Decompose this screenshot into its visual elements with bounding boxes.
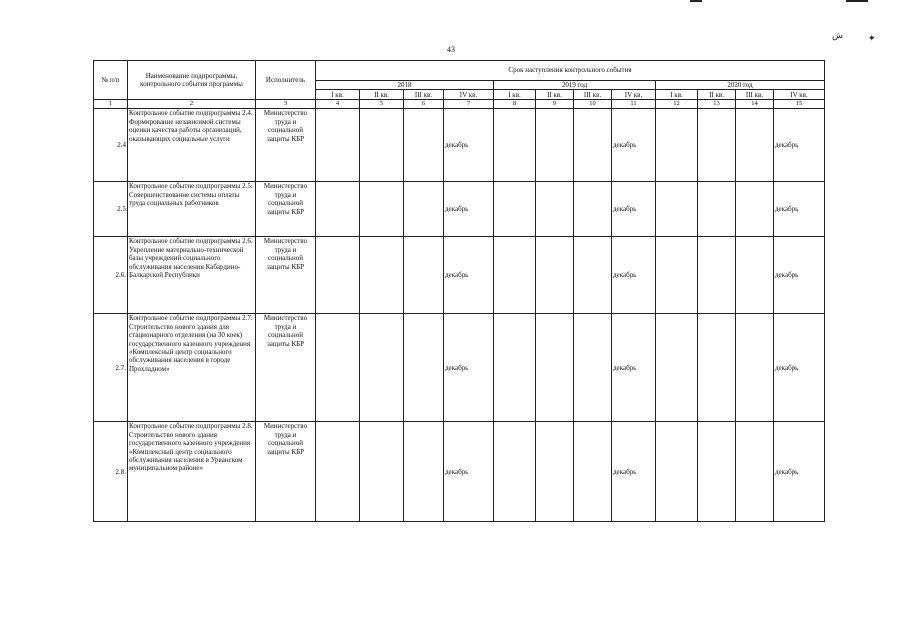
table-row (94, 237, 825, 314)
header-quarter: III кв. (574, 90, 612, 100)
quarter-cell (698, 314, 736, 422)
header-term: Срок наступления контрольного события (316, 61, 825, 81)
table-header (94, 61, 825, 109)
quarter-cell (656, 237, 698, 314)
quarter-cell (656, 422, 698, 522)
row-number: 2.5 (94, 182, 128, 237)
executor: Министерство труда и социальной защиты КБР (256, 422, 316, 522)
quarter-cell (698, 182, 736, 237)
quarter-cell (574, 422, 612, 522)
quarter-cell (316, 314, 360, 422)
header-name: Наименование подпрограммы, контрольного события программы (128, 61, 256, 100)
quarter-cell (574, 237, 612, 314)
control-events-table (93, 60, 825, 522)
column-number: 6 (404, 100, 444, 109)
executor: Министерство труда и социальной защиты КБР (256, 237, 316, 314)
quarter-cell (536, 314, 574, 422)
quarter-cell (360, 314, 404, 422)
header-quarter: III кв. (404, 90, 444, 100)
executor: Министерство труда и социальной защиты КБР (256, 109, 316, 182)
column-number: 11 (612, 100, 656, 109)
header-quarter: II кв. (360, 90, 404, 100)
column-number: 15 (774, 100, 825, 109)
quarter-cell (360, 237, 404, 314)
header-quarter: I кв. (656, 90, 698, 100)
quarter-cell (316, 237, 360, 314)
column-number: 9 (536, 100, 574, 109)
header-quarter: IV кв. (612, 90, 656, 100)
column-number: 10 (574, 100, 612, 109)
table-row (94, 314, 825, 422)
table-row (94, 109, 825, 182)
quarter-cell (574, 314, 612, 422)
column-number: 5 (360, 100, 404, 109)
quarter-cell (656, 109, 698, 182)
quarter-cell (656, 182, 698, 237)
quarter-cell (404, 109, 444, 182)
executor: Министерство труда и социальной защиты КБР (256, 314, 316, 422)
executor: Министерство труда и социальной защиты КБР (256, 182, 316, 237)
quarter-cell (656, 314, 698, 422)
quarter-cell (404, 237, 444, 314)
header-year-2019: 2019 год (494, 81, 656, 90)
quarter-cell (698, 109, 736, 182)
event-name: Контрольное событие подпрограммы 2.4. Формирование независимой системы оценки качества работы организаций, оказывающих социальные услуги (128, 109, 256, 182)
quarter-cell: декабрь (612, 182, 656, 237)
quarter-cell (736, 109, 774, 182)
column-number: 2 (128, 100, 256, 109)
quarter-cell (494, 237, 536, 314)
quarter-cell (698, 422, 736, 522)
event-name: Контрольное событие подпрограммы 2.6. Укрепление материально-технической базы учреждений социального обслуживания населения Кабардино-Балкарской Республики (128, 237, 256, 314)
event-name: Контрольное событие подпрограммы 2.5. Совершенствование системы оплаты труда социальных работников (128, 182, 256, 237)
row-number: 2.8. (94, 422, 128, 522)
header-quarter: IV кв. (774, 90, 825, 100)
quarter-cell (360, 182, 404, 237)
quarter-cell (316, 182, 360, 237)
event-name: Контрольное событие подпрограммы 2.8. Строительство нового здания государственного казенного учреждения «Комплексный центр социального обслуживания населения в Урванском муниципальном районе» (128, 422, 256, 522)
scan-mark (690, 0, 702, 2)
quarter-cell: декабрь (774, 314, 825, 422)
column-number: 13 (698, 100, 736, 109)
quarter-cell (316, 109, 360, 182)
quarter-cell (736, 237, 774, 314)
quarter-cell (360, 109, 404, 182)
header-quarter: III кв. (736, 90, 774, 100)
header-quarter: II кв. (536, 90, 574, 100)
header-num: № п/п (94, 61, 128, 100)
table-row (94, 182, 825, 237)
event-name: Контрольное событие подпрограммы 2.7. Строительство нового здания для стационарного отделения (на 30 коек) государственного казенного учреждения «Комплексный центр социального обслуживания населения в городе Прохладном» (128, 314, 256, 422)
quarter-cell (536, 422, 574, 522)
page-number: 43 (447, 45, 455, 54)
quarter-cell (404, 182, 444, 237)
quarter-cell (494, 422, 536, 522)
column-number: 8 (494, 100, 536, 109)
quarter-cell (736, 182, 774, 237)
quarter-cell: декабрь (444, 109, 494, 182)
quarter-cell: декабрь (612, 109, 656, 182)
header-year-2020: 2020 год (656, 81, 825, 90)
quarter-cell: декабрь (774, 109, 825, 182)
quarter-cell (360, 422, 404, 522)
header-quarter: II кв. (698, 90, 736, 100)
quarter-cell (698, 237, 736, 314)
header-year-2018: 2018 (316, 81, 494, 90)
quarter-cell (536, 109, 574, 182)
quarter-cell (536, 182, 574, 237)
row-number: 2.7. (94, 314, 128, 422)
quarter-cell: декабрь (444, 314, 494, 422)
quarter-cell (536, 237, 574, 314)
quarter-cell (574, 109, 612, 182)
column-number: 12 (656, 100, 698, 109)
column-number: 4 (316, 100, 360, 109)
quarter-cell (736, 314, 774, 422)
column-number: 3 (256, 100, 316, 109)
row-number: 2.6. (94, 237, 128, 314)
quarter-cell: декабрь (612, 422, 656, 522)
quarter-cell: декабрь (774, 182, 825, 237)
scan-speck: ش (832, 30, 843, 40)
quarter-cell (494, 314, 536, 422)
quarter-cell: декабрь (774, 237, 825, 314)
header-quarter: I кв. (316, 90, 360, 100)
header-quarter: I кв. (494, 90, 536, 100)
column-number: 14 (736, 100, 774, 109)
quarter-cell (494, 182, 536, 237)
column-number: 7 (444, 100, 494, 109)
quarter-cell: декабрь (774, 422, 825, 522)
scan-speck: ✦ (868, 33, 876, 43)
table-body (94, 109, 825, 522)
quarter-cell (404, 314, 444, 422)
quarter-cell: декабрь (612, 314, 656, 422)
quarter-cell: декабрь (444, 182, 494, 237)
quarter-cell: декабрь (444, 422, 494, 522)
quarter-cell (404, 422, 444, 522)
quarter-cell (494, 109, 536, 182)
table-row (94, 422, 825, 522)
quarter-cell (736, 422, 774, 522)
quarter-cell (574, 182, 612, 237)
quarter-cell (316, 422, 360, 522)
column-number-row (94, 100, 825, 109)
header-executor: Исполнитель (256, 61, 316, 100)
scan-mark (846, 0, 868, 2)
quarter-cell: декабрь (444, 237, 494, 314)
quarter-cell: декабрь (612, 237, 656, 314)
column-number: 1 (94, 100, 128, 109)
header-quarter: IV кв. (444, 90, 494, 100)
row-number: 2.4 (94, 109, 128, 182)
